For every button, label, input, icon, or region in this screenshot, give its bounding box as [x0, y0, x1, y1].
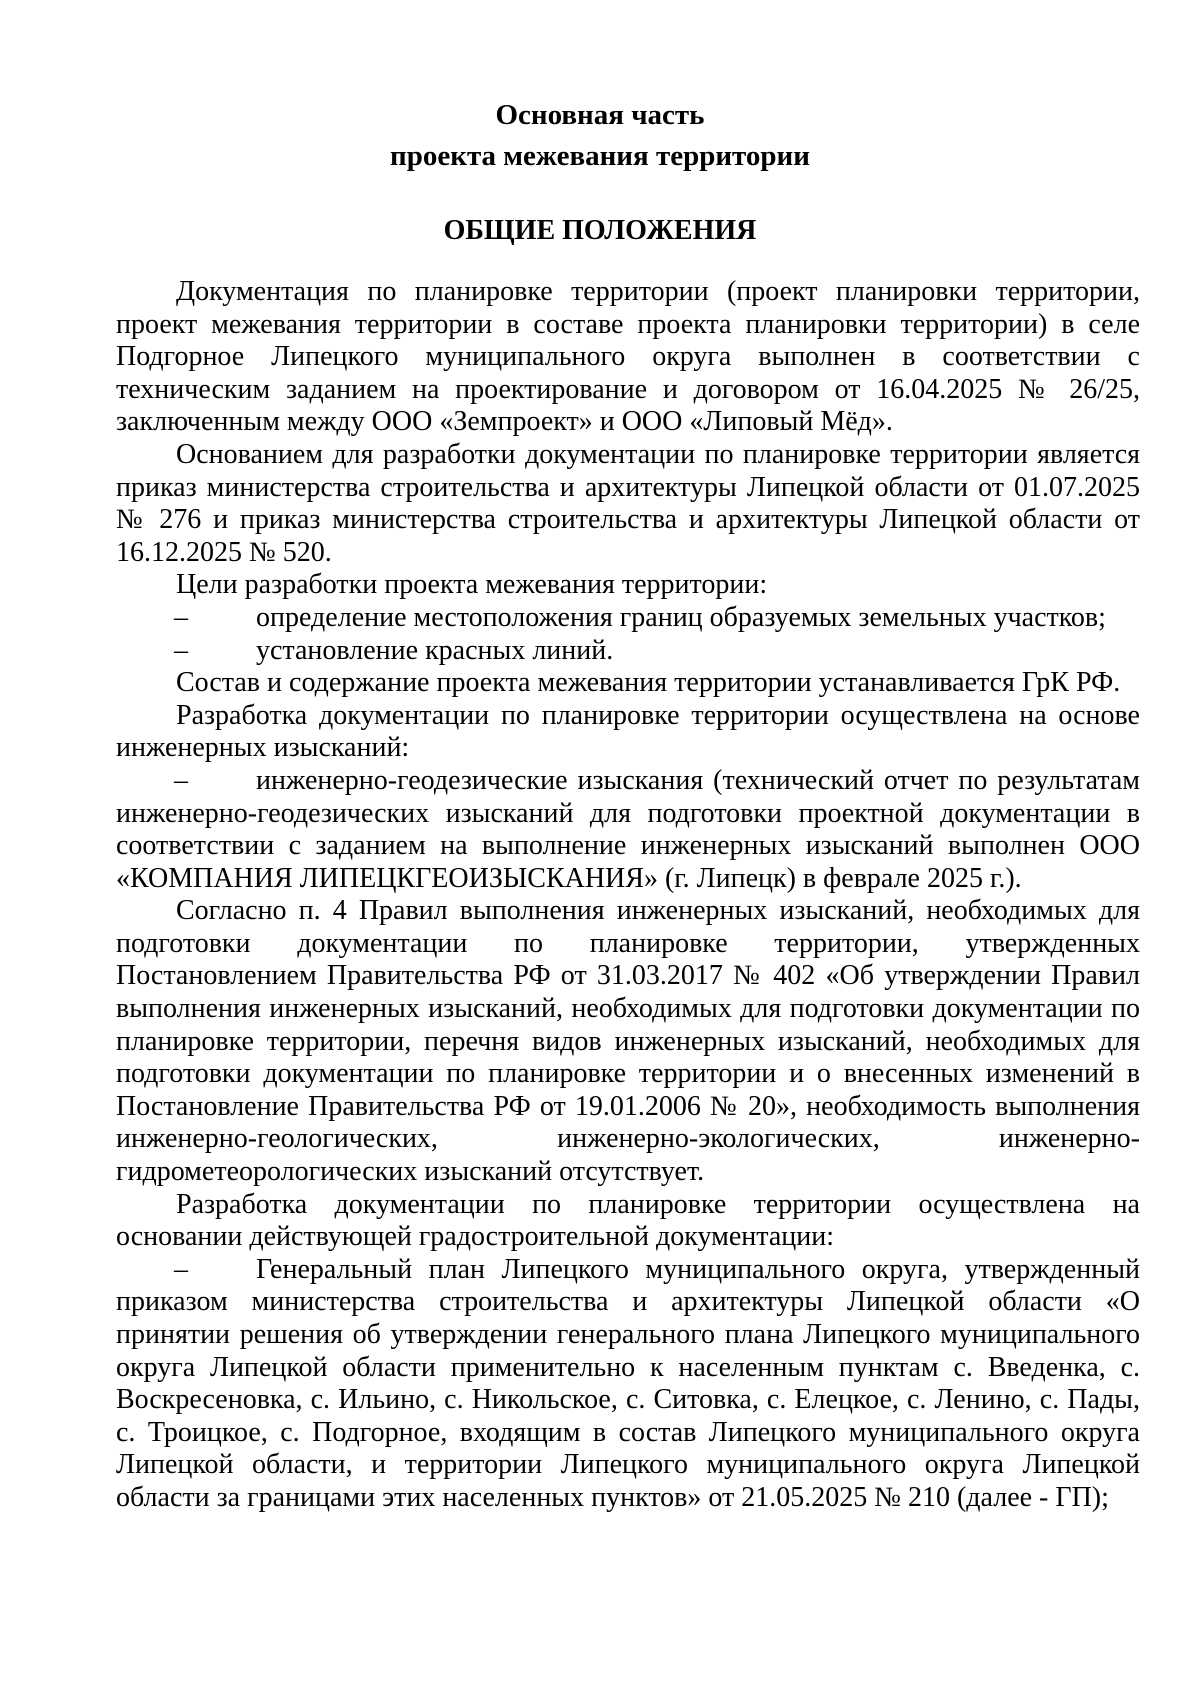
paragraph-documentation-basis: Документация по планировке территории (проект планировки территории, проект межевания территории в составе проекта планировки территории) в селе Подгорное Липецкого муниципального округа выполнен в соответствии с техническим заданием на проектирование и договором от 16.04.2025 № 26/25, заключенным между ООО «Земпроект» и ООО «Липовый Мёд». [116, 276, 1140, 438]
paragraph-urban-docs-intro: Разработка документации по планировке территории осуществлена на основании действующей градостроительной документации: [116, 1188, 1140, 1253]
list-dash: – [174, 601, 188, 633]
paragraph-composition: Состав и содержание проекта межевания территории устанавливается ГрК РФ. [176, 667, 1121, 699]
paragraph-grounds: Основанием для разработки документации по планировке территории является приказ министерства строительства и архитектуры Липецкой области от 01.07.2025 № 276 и приказ министерства строительства и архитектуры Липецкой области от 16.12.2025 № 520. [116, 438, 1140, 568]
document-title-line-2: проекта межевания территории [390, 140, 810, 172]
list-dash: – [174, 764, 188, 796]
list-dash: – [174, 1253, 188, 1285]
list-item-text: инженерно-геодезические изыскания (технический отчет по результатам инженерно-геодезических изысканий для подготовки проектной документации в соответствии с заданием на выполнение инженерных изысканий выполнен ООО «КОМПАНИЯ ЛИПЕЦКГЕОИЗЫСКАНИЯ» (г. Липецк) в феврале 2025 г.). [116, 764, 1140, 894]
list-item-geodetic-surveys [116, 765, 1140, 895]
document-body [116, 276, 1140, 1515]
list-item-general-plan [116, 1254, 1140, 1515]
list-item-goal-2 [116, 635, 1140, 668]
list-item-goal-1 [116, 602, 1140, 635]
list-item-text: определение местоположения границ образуемых земельных участков; [256, 601, 1106, 633]
list-dash: – [174, 634, 188, 666]
list-item-text: установление красных линий. [256, 634, 614, 666]
document-title-line-1: Основная часть [495, 99, 705, 131]
paragraph-survey-rules: Согласно п. 4 Правил выполнения инженерных изысканий, необходимых для подготовки документации по планировке территории, утвержденных Постановлением Правительства РФ от 31.03.2017 № 402 «Об утверждении Правил выполнения инженерных изысканий, необходимых для подготовки документации по планировке территории, перечня видов инженерных изысканий, необходимых для подготовки документации по планировке территории и о внесенных изменений в Постановление Правительства РФ от 19.01.2006 № 20», необходимость выполнения инженерно-геологических, инженерно-экологических, инженерно-гидрометеорологических изысканий отсутствует. [116, 895, 1140, 1188]
paragraph-goals-intro: Цели разработки проекта межевания территории: [176, 569, 768, 601]
list-item-text: Генеральный план Липецкого муниципального округа, утвержденный приказом министерства строительства и архитектуры Липецкой области «О принятии решения об утверждении генерального плана Липецкого муниципального округа Липецкой области применительно к населенным пунктам с. Введенка, с. Воскресеновка, с. Ильино, с. Никольское, с. Ситовка, с. Елецкое, с. Ленино, с. Пады, с. Троицкое, с. Подгорное, входящим в состав Липецкого муниципального округа Липецкой области, и территории Липецкого муниципального округа Липецкой области за границами этих населенных пунктов» от 21.05.2025 № 210 (далее - ГП); [116, 1253, 1140, 1513]
section-heading: ОБЩИЕ ПОЛОЖЕНИЯ [443, 215, 757, 246]
paragraph-surveys-intro: Разработка документации по планировке территории осуществлена на основе инженерных изысканий: [116, 699, 1140, 764]
